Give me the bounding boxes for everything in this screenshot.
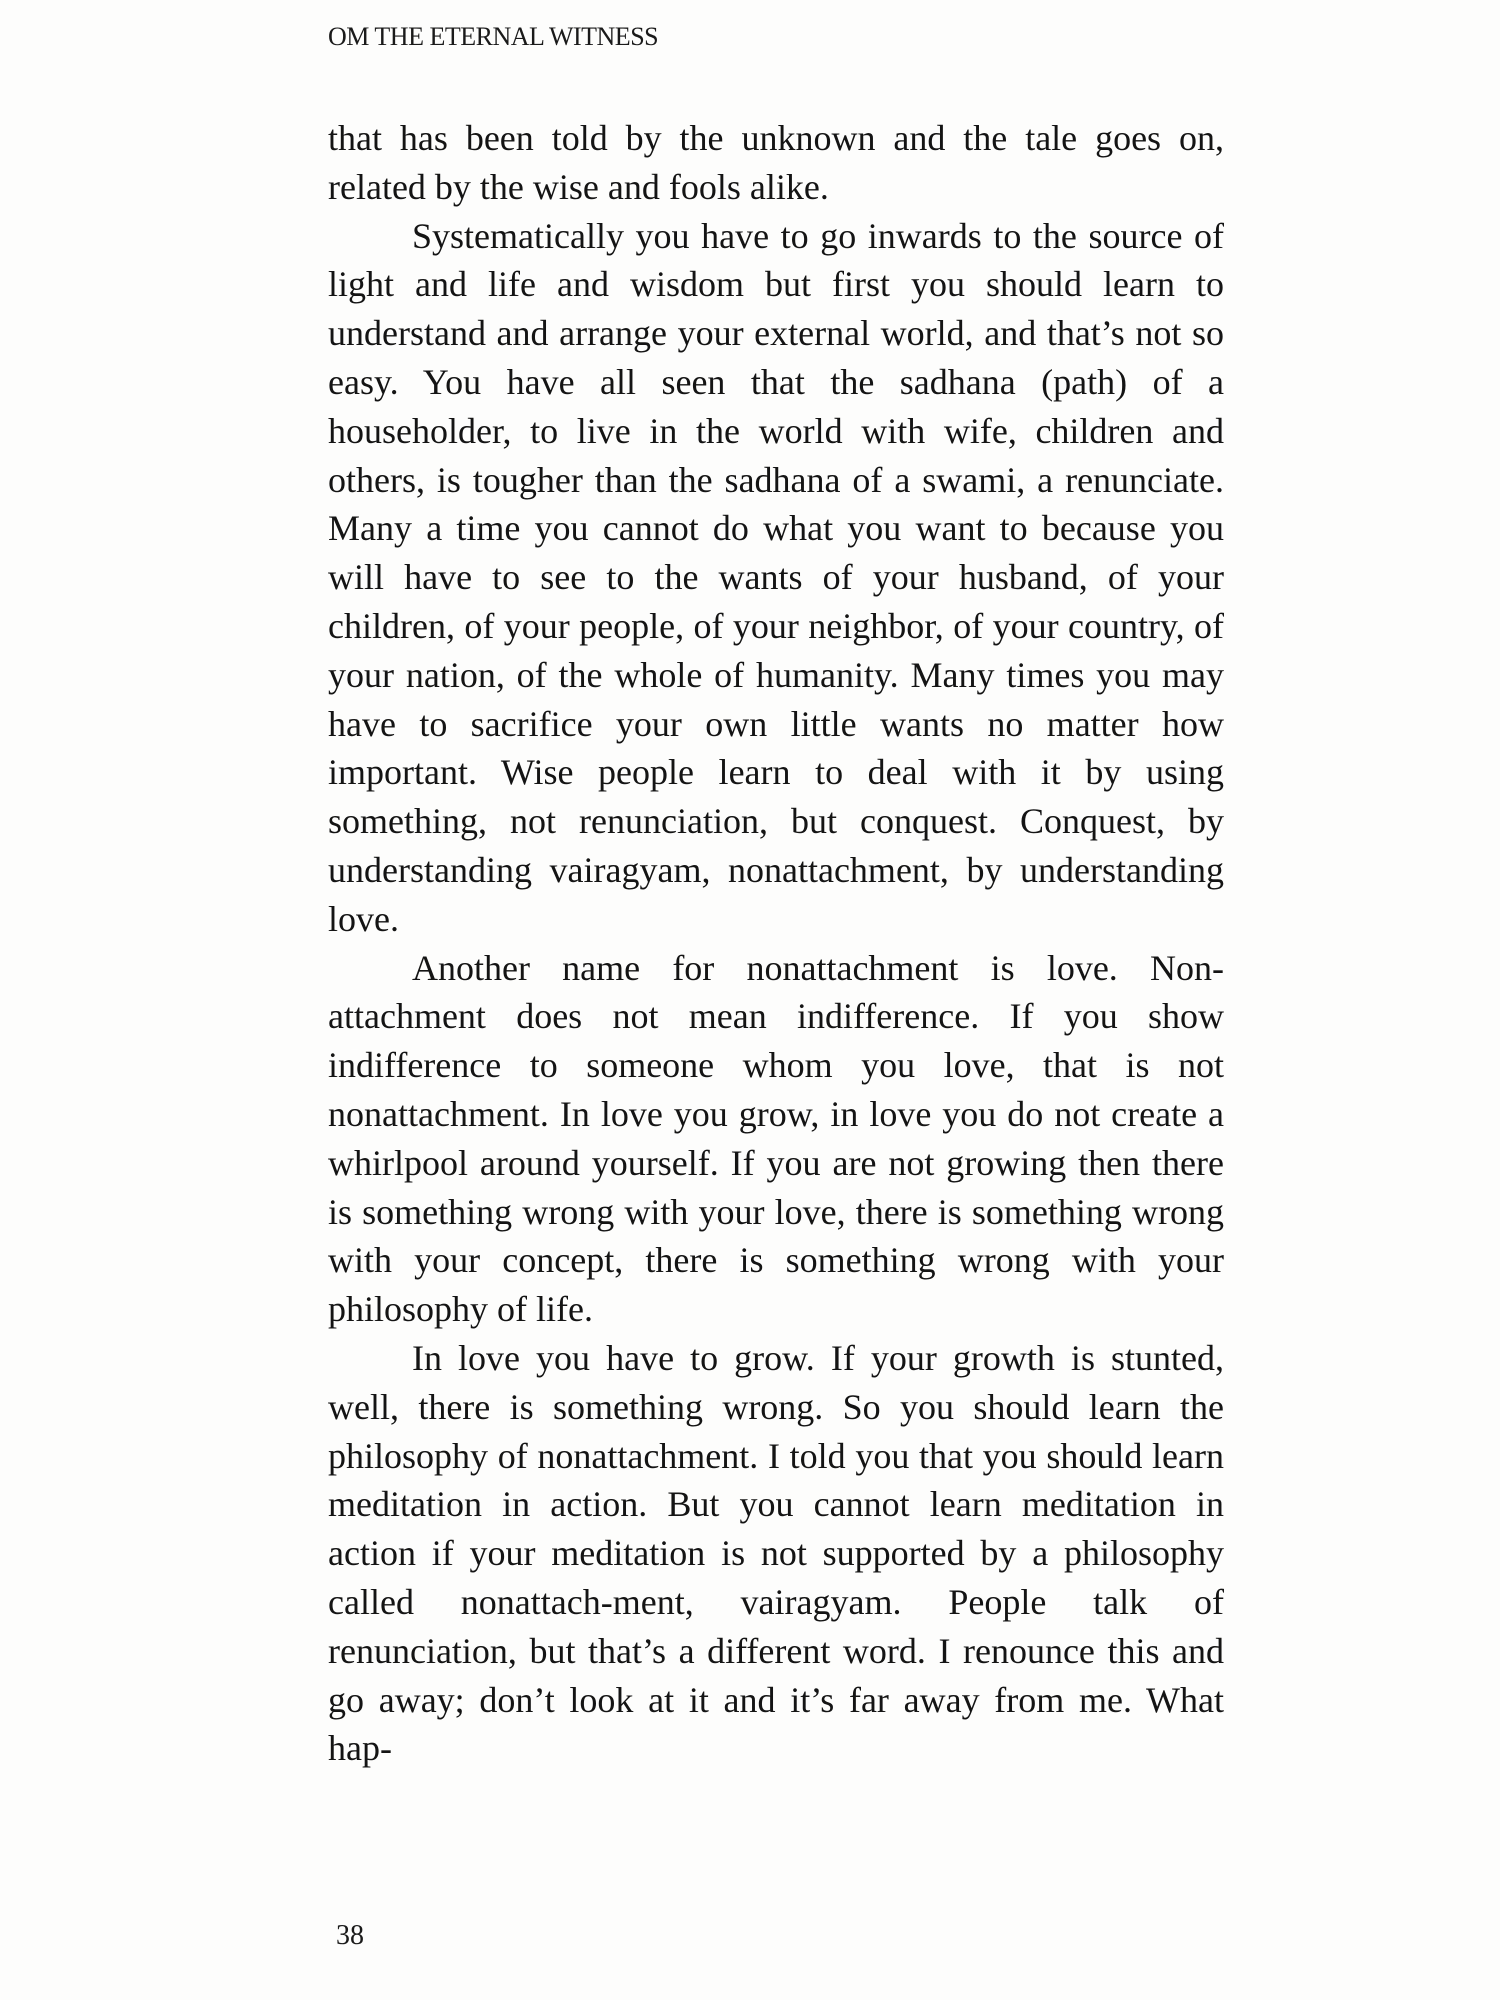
paragraph-systematically: Systematically you have to go inwards to the source of light and life and wisdom but first you should learn to understand and arrange your external world, and that’s not so easy. You have all seen that the sadhana (path) of a householder, to live in the world with wife, children and others, is tougher than the sadhana of a swami, a renunciate. Many a time you cannot do what you want to because you will have to see to the wants of your husband, of your children, of your people, of your neighbor, of your country, of your nation, of the whole of humanity. Many times you may have to sacrifice your own little wants no matter how important. Wise people learn to deal with it by using something, not renunciation, but conquest. Conquest, by understanding vairagyam, nonattachment, by understanding love.	[328, 215, 1224, 939]
page-number: 38	[336, 1920, 364, 1951]
running-head-title: OM THE ETERNAL WITNESS	[328, 22, 659, 51]
paragraph-continued: that has been told by the unknown and the tale goes on, related by the wise and fools alike.	[328, 118, 1224, 207]
body-text	[328, 114, 1224, 1773]
paragraph-nonattachment-love: Another name for nonattachment is love. Non-attachment does not mean indifference. If you show indifference to someone whom you love, that is not nonattachment. In love you grow, in love you do not create a whirlpool around yourself. If you are not growing then there is something wrong with your love, there is something wrong with your concept, there is something wrong with your philosophy of life.	[328, 947, 1224, 1330]
paragraph-in-love-grow: In love you have to grow. If your growth is stunted, well, there is something wrong. So you should learn the philosophy of nonattachment. I told you that you should learn meditation in action. But you cannot learn meditation in action if your meditation is not supported by a philosophy called nonattach-ment, vairagyam. People talk of renunciation, but that’s a different word. I renounce this and go away; don’t look at it and it’s far away from me. What hap-	[328, 1337, 1224, 1769]
